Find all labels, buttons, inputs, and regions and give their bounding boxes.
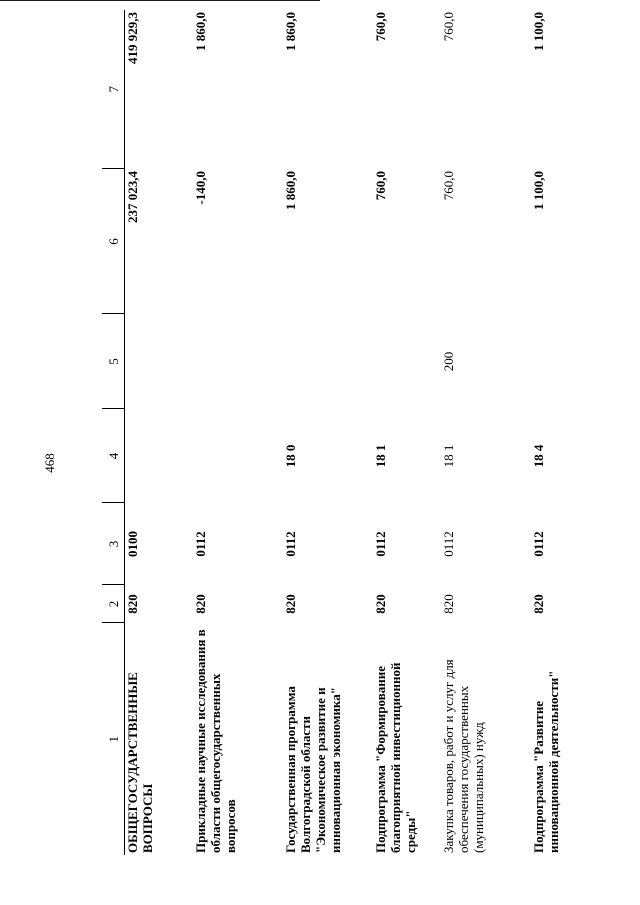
row-name: ОБЩЕГОСУДАРСТВЕННЫЕ ВОПРОСЫ bbox=[125, 672, 155, 853]
row-amount-total: 1 100,0 bbox=[531, 12, 546, 51]
header-row bbox=[102, 10, 125, 855]
header-col-2: 2 bbox=[102, 585, 125, 623]
budget-table bbox=[102, 10, 599, 855]
row-amount-total: 419 929,3 bbox=[125, 12, 140, 64]
table-row bbox=[441, 10, 531, 855]
row-amount-change: 760,0 bbox=[373, 171, 388, 201]
row-code-admin: 820 bbox=[193, 594, 208, 614]
row-code-admin: 820 bbox=[125, 594, 140, 614]
row-name: Закупка товаров, работ и услуг для обеспечения государственных (муниципальных) нужд bbox=[441, 659, 486, 853]
row-code-admin: 820 bbox=[283, 594, 298, 614]
row-amount-change: 760,0 bbox=[441, 171, 456, 201]
table-row bbox=[125, 10, 194, 855]
row-amount-total: 1 860,0 bbox=[193, 12, 208, 51]
row-code-type bbox=[125, 314, 194, 409]
header-col-7: 7 bbox=[102, 10, 125, 169]
row-code-program: 18 4 bbox=[531, 444, 546, 468]
page-number: 468 bbox=[42, 453, 57, 473]
table-row bbox=[193, 10, 283, 855]
row-code-program bbox=[193, 409, 283, 503]
row-code-section: 0112 bbox=[283, 531, 298, 557]
header-col-1: 1 bbox=[102, 623, 125, 855]
header-col-3: 3 bbox=[102, 503, 125, 585]
row-code-section: 0112 bbox=[531, 531, 546, 557]
row-code-program bbox=[125, 409, 194, 503]
row-amount-total: 760,0 bbox=[441, 12, 456, 42]
header-col-5: 5 bbox=[102, 314, 125, 409]
header-col-6: 6 bbox=[102, 169, 125, 314]
row-code-program: 18 1 bbox=[373, 444, 388, 468]
row-code-admin: 820 bbox=[373, 594, 388, 614]
row-amount-change: 1 100,0 bbox=[531, 171, 546, 210]
row-amount-change: -140,0 bbox=[193, 171, 208, 205]
row-amount-change: 237 023,4 bbox=[125, 171, 140, 223]
row-name: Подпрограмма "Развитие инновационной деятельности" bbox=[531, 670, 561, 853]
row-amount-total: 760,0 bbox=[373, 12, 388, 42]
row-code-section: 0100 bbox=[125, 531, 140, 557]
row-code-admin: 820 bbox=[531, 594, 546, 614]
table-row bbox=[531, 10, 599, 855]
row-name: Подпрограмма "Формирование благоприятной инвестиционной среды" bbox=[373, 662, 418, 853]
row-code-type: 200 bbox=[441, 351, 456, 372]
row-name: Государственная программа Волгоградской области "Экономическое развитие и инновационная экономика" bbox=[283, 686, 343, 853]
row-name: Прикладные научные исследования в области общегосударственных вопросов bbox=[193, 629, 238, 853]
row-code-type bbox=[531, 314, 599, 409]
row-code-section: 0112 bbox=[441, 531, 456, 557]
row-code-program: 18 0 bbox=[283, 444, 298, 468]
row-code-admin: 820 bbox=[441, 594, 456, 614]
table-row bbox=[283, 10, 373, 855]
row-code-type bbox=[373, 314, 441, 409]
row-code-program: 18 1 bbox=[441, 444, 456, 468]
row-amount-change: 1 860,0 bbox=[283, 171, 298, 210]
row-code-type bbox=[193, 314, 283, 409]
header-col-4: 4 bbox=[102, 409, 125, 503]
scan-edge-line bbox=[0, 0, 320, 1]
row-amount-total: 1 860,0 bbox=[283, 12, 298, 51]
row-code-section: 0112 bbox=[373, 531, 388, 557]
row-code-type bbox=[283, 314, 373, 409]
budget-table-rotated bbox=[102, 10, 561, 855]
row-code-section: 0112 bbox=[193, 531, 208, 557]
table-row bbox=[373, 10, 441, 855]
